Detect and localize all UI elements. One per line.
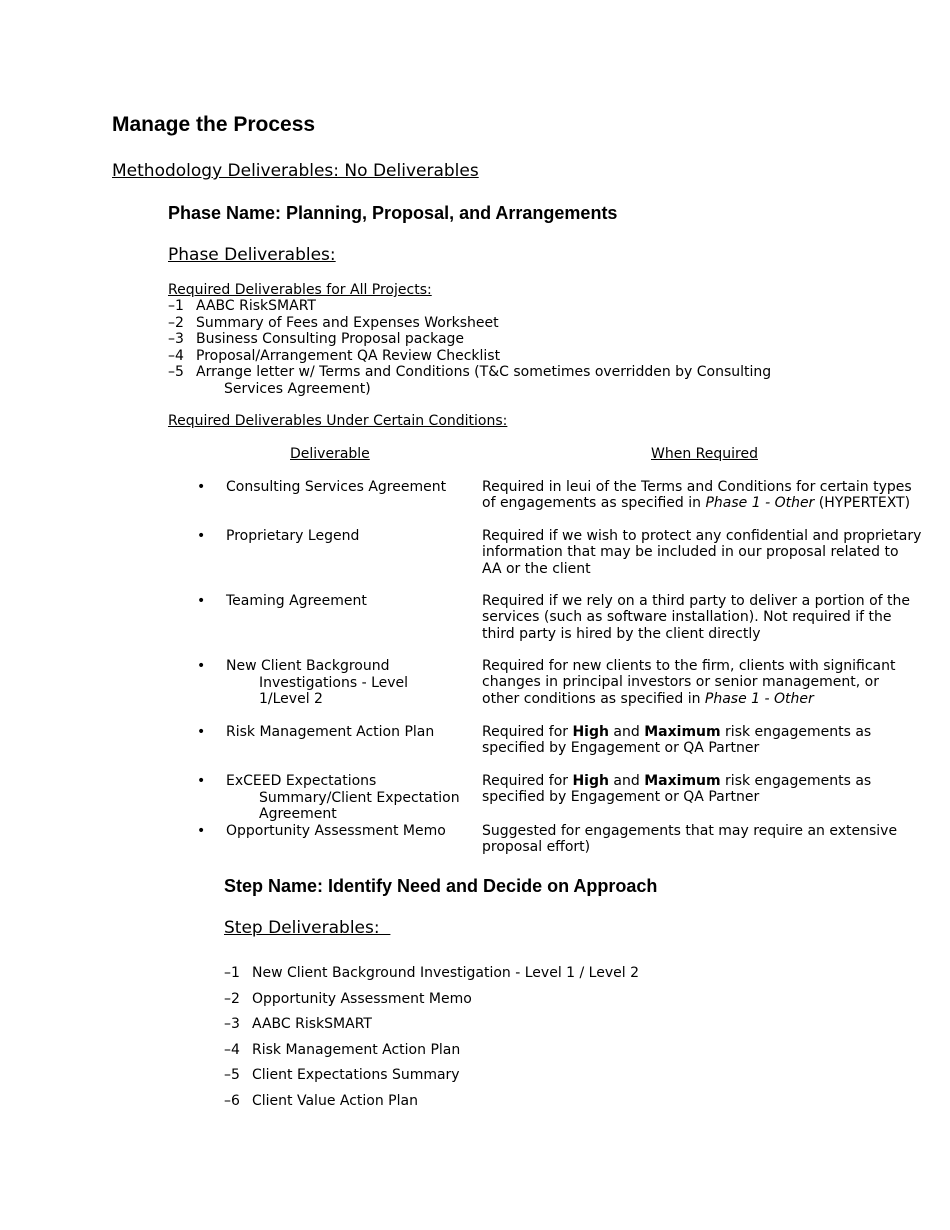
list-item: –4 Risk Management Action Plan (224, 1041, 461, 1058)
deliverable-name: Teaming Agreement (226, 593, 367, 609)
column-header-when-required: When Required (651, 446, 758, 462)
deliverable-name: Agreement (259, 806, 337, 822)
list-item: –3 Business Consulting Proposal package (168, 331, 465, 347)
bullet-icon: • (197, 823, 206, 839)
methodology-deliverables: Methodology Deliverables: No Deliverables (112, 161, 479, 181)
bullet-icon: • (197, 724, 206, 740)
list-item: –2 Opportunity Assessment Memo (224, 990, 472, 1007)
deliverable-name: Consulting Services Agreement (226, 479, 447, 495)
column-header-deliverable: Deliverable (290, 446, 370, 462)
list-item: –2 Summary of Fees and Expenses Worksheet (168, 314, 499, 331)
step-name: Step Name: Identify Need and Decide on Approach (224, 876, 658, 896)
list-item: –5 Arrange letter w/ Terms and Conditions (T&C sometimes overridden by Consulting (168, 364, 772, 380)
bullet-icon: • (197, 658, 206, 674)
list-item-continuation: Services Agreement) (224, 380, 371, 397)
bullet-icon: • (197, 528, 206, 544)
deliverable-name: New Client Background (226, 658, 390, 674)
when-required-text: Required for High and Maximum risk engagements as specified by Engagement or QA Partner (482, 724, 872, 757)
deliverable-name: Investigations - Level (259, 675, 409, 691)
bullet-icon: • (197, 773, 206, 789)
list-item: –6 Client Value Action Plan (224, 1092, 418, 1109)
deliverable-name: Summary/Client Expectation (259, 790, 460, 806)
phase-name: Phase Name: Planning, Proposal, and Arrangements (168, 203, 618, 223)
phase-deliverables-heading: Phase Deliverables: (168, 245, 336, 265)
step-deliverables-heading: Step Deliverables: (224, 918, 391, 938)
list-item: –1 AABC RiskSMART (168, 298, 316, 314)
conditional-heading: Required Deliverables Under Certain Conditions: (168, 413, 508, 429)
when-required-text: Required if we rely on a third party to deliver a portion of the services (such as software installation). Not required if the third party is hired by the client directly (482, 593, 911, 642)
list-item: –3 AABC RiskSMART (224, 1016, 372, 1032)
when-required-text: Required in leui of the Terms and Conditions for certain types of engagements as specified in Phase 1 - Other (HYPERTEXT) (482, 479, 912, 512)
when-required-text: Suggested for engagements that may require an extensive proposal effort) (482, 823, 898, 856)
required-all-heading: Required Deliverables for All Projects: (168, 282, 432, 298)
list-item: –4 Proposal/Arrangement QA Review Checklist (168, 347, 501, 364)
deliverable-name: Risk Management Action Plan (226, 724, 435, 740)
deliverable-name: Proprietary Legend (226, 528, 360, 544)
when-required-text: Required for new clients to the firm, clients with significant changes in principal investors or senior management, or other conditions as specified in Phase 1 - Other (482, 658, 896, 707)
list-item: –1 New Client Background Investigation - Level 1 / Level 2 (224, 965, 639, 981)
list-item: –5 Client Expectations Summary (224, 1067, 460, 1083)
when-required-text: Required if we wish to protect any confidential and proprietary information that may be included in our proposal related to AA or the client (482, 528, 922, 577)
when-required-text: Required for High and Maximum risk engagements as specified by Engagement or QA Partner (482, 773, 872, 806)
bullet-icon: • (197, 479, 206, 495)
deliverable-name: ExCEED Expectations (226, 773, 377, 789)
deliverable-name: 1/Level 2 (259, 691, 323, 707)
bullet-icon: • (197, 593, 206, 609)
deliverable-name: Opportunity Assessment Memo (226, 823, 446, 839)
page-title: Manage the Process (112, 113, 316, 136)
